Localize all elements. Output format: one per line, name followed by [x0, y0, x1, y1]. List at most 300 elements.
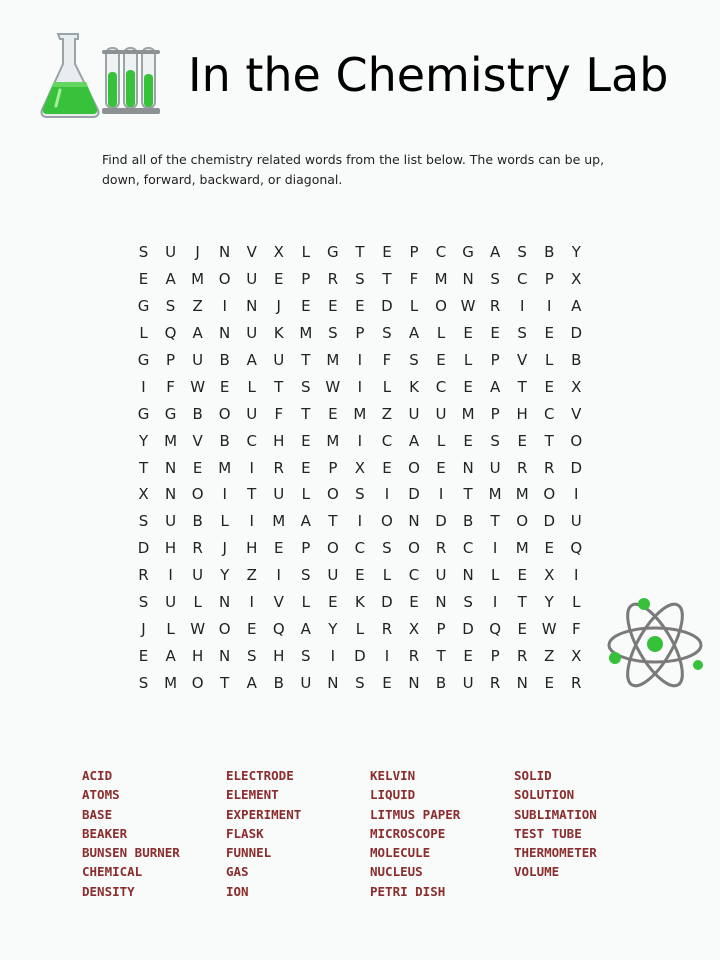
grid-letter: X [571, 270, 582, 289]
grid-letter: X [273, 243, 284, 262]
grid-letter: I [574, 566, 579, 585]
grid-letter: E [490, 324, 500, 343]
grid-letter: S [490, 431, 500, 450]
grid-letter: M [272, 512, 286, 531]
grid-letter: W [541, 619, 557, 638]
grid-letter: E [274, 270, 284, 289]
grid-letter: S [138, 243, 149, 262]
grid-row [130, 589, 590, 616]
word-list-item: BASE [82, 806, 113, 822]
word-list-item: DENSITY [82, 883, 135, 899]
word-list-item: KELVIN [370, 768, 416, 783]
grid-letter: N [219, 593, 231, 612]
grid-letter: R [327, 270, 339, 289]
word-list-item: LIQUID [370, 787, 416, 803]
grid-letter: G [137, 404, 150, 423]
grid-letter: I [249, 593, 254, 612]
grid-letter: L [409, 297, 419, 316]
grid-letter: A [571, 297, 582, 316]
grid-letter: O [218, 619, 231, 638]
grid-letter: T [436, 646, 446, 665]
grid-letter: L [382, 377, 392, 396]
grid-letter: D [354, 646, 366, 665]
grid-letter: L [220, 512, 229, 531]
grid-row [130, 642, 590, 669]
grid-letter: S [138, 673, 149, 692]
grid-letter: L [382, 566, 392, 585]
grid-letter: U [435, 566, 447, 585]
grid-letter: F [409, 270, 419, 289]
grid-letter: M [434, 270, 448, 289]
grid-letter: S [517, 324, 527, 343]
grid-letter: T [274, 377, 284, 396]
grid-letter: M [515, 485, 529, 504]
grid-letter: E [355, 297, 365, 316]
grid-letter: E [274, 539, 284, 558]
grid-letter: G [462, 243, 474, 262]
grid-letter: I [384, 646, 390, 665]
word-list-item: SUBLIMATION [514, 806, 597, 822]
grid-letter: E [301, 297, 311, 316]
grid-letter: I [141, 377, 146, 396]
grid-letter: I [357, 431, 363, 450]
grid-row [130, 266, 590, 293]
grid-letter: T [463, 485, 473, 504]
grid-letter: I [249, 458, 254, 477]
grid-letter: P [328, 458, 338, 477]
grid-letter: L [490, 566, 500, 585]
grid-letter: E [328, 593, 338, 612]
grid-row [130, 239, 590, 266]
grid-letter: H [273, 646, 285, 665]
grid-letter: U [192, 351, 204, 369]
grid-row [130, 535, 590, 562]
grid-letter: J [195, 243, 200, 262]
grid-row [130, 400, 590, 427]
grid-letter: R [489, 297, 501, 316]
grid-letter: N [516, 673, 528, 692]
grid-letter: M [191, 270, 205, 289]
grid-letter: N [164, 485, 177, 504]
grid-letter: Y [328, 619, 338, 638]
grid-letter: Y [220, 566, 230, 585]
word-list-column [82, 766, 226, 901]
grid-letter: Y [138, 431, 149, 450]
grid-letter: E [301, 431, 311, 450]
grid-letter: O [381, 512, 393, 531]
grid-letter: Q [489, 619, 502, 638]
grid-letter: C [435, 377, 447, 396]
grid-letter: T [517, 593, 527, 612]
grid-letter: A [300, 512, 311, 531]
grid-letter: M [488, 485, 502, 504]
grid-letter: C [381, 431, 393, 450]
grid-letter: E [138, 646, 149, 665]
grid-row [130, 669, 590, 696]
grid-letter: A [408, 324, 420, 343]
grid-letter: Z [381, 404, 393, 423]
grid-letter: E [463, 431, 473, 450]
grid-letter: S [301, 566, 311, 585]
grid-letter: A [246, 673, 257, 692]
grid-letter: C [354, 539, 366, 558]
grid-letter: F [166, 377, 175, 396]
grid-letter: I [222, 485, 227, 504]
grid-letter: S [301, 646, 311, 665]
grid-row [130, 320, 590, 347]
word-list-item: BUNSEN BURNER [82, 845, 180, 861]
grid-letter: M [353, 404, 367, 423]
grid-letter: U [273, 351, 285, 369]
word-list-item: TEST TUBE [514, 825, 582, 841]
grid-letter: M [218, 458, 232, 477]
word-list-item: PETRI DISH [370, 883, 446, 899]
grid-letter: V [192, 431, 203, 450]
grid-letter: R [138, 566, 149, 585]
grid-letter: S [165, 297, 176, 316]
grid-letter: V [517, 351, 528, 369]
grid-letter: X [354, 458, 366, 477]
word-list-column [514, 766, 658, 901]
grid-letter: U [273, 485, 285, 504]
grid-letter: U [570, 512, 582, 531]
grid-letter: I [519, 297, 525, 316]
grid-letter: Y [571, 243, 581, 262]
grid-letter: U [165, 512, 177, 531]
grid-letter: O [191, 485, 204, 504]
word-search-grid [130, 239, 590, 696]
grid-letter: E [463, 324, 473, 343]
grid-letter: C [462, 539, 474, 558]
grid-letter: S [382, 539, 392, 558]
grid-letter: U [192, 566, 204, 585]
grid-letter: E [544, 324, 554, 343]
grid-letter: L [301, 593, 310, 612]
grid-letter: R [516, 646, 528, 665]
grid-letter: D [570, 324, 583, 343]
grid-letter: A [165, 270, 176, 289]
grid-letter: L [436, 324, 446, 343]
grid-letter: T [544, 431, 554, 450]
grid-letter: P [490, 646, 500, 665]
grid-letter: R [192, 539, 203, 558]
grid-letter: H [516, 404, 528, 423]
grid-letter: S [138, 593, 149, 612]
grid-letter: N [462, 270, 474, 289]
grid-row [130, 454, 590, 481]
word-list-item: MICROSCOPE [370, 825, 446, 841]
grid-letter: N [408, 512, 420, 531]
grid-letter: P [166, 351, 176, 369]
grid-letter: U [246, 324, 258, 343]
grid-letter: N [408, 673, 420, 692]
grid-letter: F [274, 404, 284, 423]
grid-letter: N [164, 458, 177, 477]
grid-letter: T [382, 270, 392, 289]
instructions-text: Find all of the chemistry related words from the list below. The words can be up, down, forward, backward, or diagonal. [102, 152, 605, 187]
grid-letter: C [543, 404, 555, 423]
grid-letter: A [490, 243, 501, 262]
grid-letter: D [543, 512, 555, 531]
grid-letter: I [168, 566, 173, 585]
grid-letter: L [139, 324, 148, 343]
grid-letter: Z [544, 646, 555, 665]
grid-letter: A [246, 351, 257, 369]
grid-letter: Q [570, 539, 583, 558]
grid-letter: T [138, 458, 149, 477]
grid-letter: I [357, 351, 363, 369]
grid-letter: Q [164, 324, 177, 343]
grid-letter: D [137, 539, 150, 558]
grid-letter: C [408, 566, 420, 585]
grid-letter: E [544, 539, 554, 558]
grid-letter: E [463, 646, 473, 665]
grid-letter: R [489, 673, 501, 692]
grid-letter: E [355, 566, 365, 585]
grid-letter: E [301, 458, 311, 477]
grid-letter: F [571, 619, 581, 638]
word-list-item: VOLUME [514, 864, 560, 880]
grid-letter: Q [272, 619, 285, 638]
grid-letter: L [572, 593, 581, 612]
grid-letter: E [517, 619, 527, 638]
grid-letter: O [543, 485, 556, 504]
grid-letter: M [299, 324, 313, 343]
grid-letter: E [328, 404, 338, 423]
grid-letter: B [571, 351, 582, 369]
flask-icon [42, 34, 99, 117]
grid-letter: O [516, 512, 529, 531]
grid-letter: T [328, 512, 338, 531]
word-list-item: THERMOMETER [514, 845, 597, 861]
grid-letter: Y [544, 593, 554, 612]
word-list-item: NUCLEUS [370, 864, 423, 880]
grid-letter: P [436, 619, 446, 638]
grid-letter: X [408, 619, 420, 638]
grid-letter: N [219, 324, 231, 343]
grid-letter: O [326, 539, 339, 558]
grid-letter: M [326, 431, 340, 450]
grid-letter: H [191, 646, 204, 665]
grid-letter: I [574, 485, 579, 504]
grid-letter: G [164, 404, 177, 423]
word-list-item: FLASK [226, 825, 264, 841]
grid-letter: R [544, 458, 555, 477]
grid-row [130, 293, 590, 320]
grid-letter: G [327, 243, 339, 262]
grid-letter: D [570, 458, 583, 477]
grid-letter: E [544, 377, 554, 396]
grid-letter: W [190, 619, 206, 638]
grid-letter: A [165, 646, 176, 665]
grid-letter: B [192, 404, 203, 423]
grid-letter: E [382, 673, 392, 692]
word-list-item: GAS [226, 864, 249, 880]
grid-letter: L [301, 485, 310, 504]
grid-letter: B [192, 512, 203, 531]
grid-letter: L [193, 593, 202, 612]
word-list-item: ATOMS [82, 787, 120, 803]
grid-letter: T [301, 351, 311, 369]
grid-letter: S [517, 243, 527, 262]
grid-letter: B [544, 243, 555, 262]
grid-letter: E [436, 458, 446, 477]
grid-letter: M [461, 404, 475, 423]
grid-letter: M [515, 539, 529, 558]
word-list-item: BEAKER [82, 825, 128, 841]
grid-letter: W [460, 297, 476, 316]
grid-letter: M [164, 431, 178, 450]
grid-letter: T [355, 243, 365, 262]
grid-row [130, 481, 590, 508]
grid-letter: E [544, 673, 554, 692]
grid-letter: O [570, 431, 583, 450]
grid-letter: K [354, 593, 365, 612]
grid-row [130, 562, 590, 589]
grid-letter: B [219, 431, 230, 450]
grid-letter: N [327, 673, 339, 692]
grid-letter: S [328, 324, 338, 343]
grid-letter: M [326, 351, 340, 369]
grid-letter: W [325, 377, 341, 396]
grid-letter: J [276, 297, 281, 316]
grid-letter: L [301, 243, 310, 262]
grid-letter: V [246, 243, 257, 262]
grid-letter: I [330, 646, 336, 665]
grid-letter: X [571, 377, 582, 396]
grid-letter: U [462, 673, 474, 692]
grid-letter: N [219, 243, 231, 262]
word-list-item: ACID [82, 768, 113, 783]
grid-letter: U [300, 673, 312, 692]
grid-letter: R [516, 458, 528, 477]
grid-letter: L [545, 351, 554, 369]
grid-letter: I [438, 485, 444, 504]
grid-letter: E [219, 377, 230, 396]
word-list-column [226, 766, 370, 901]
word-list-item: FUNNEL [226, 845, 272, 861]
grid-letter: S [382, 324, 392, 343]
grid-letter: U [489, 458, 501, 477]
grid-letter: S [138, 512, 149, 531]
grid-letter: S [409, 351, 419, 369]
grid-row [130, 508, 590, 535]
grid-letter: P [544, 270, 554, 289]
grid-letter: O [191, 673, 204, 692]
grid-letter: E [517, 566, 527, 585]
grid-letter: S [301, 377, 311, 396]
grid-letter: X [544, 566, 555, 585]
grid-letter: B [219, 351, 230, 369]
word-list-item: MOLECULE [370, 845, 431, 861]
grid-letter: B [462, 512, 474, 531]
grid-letter: O [218, 404, 231, 423]
grid-row [130, 373, 590, 400]
grid-row [130, 347, 590, 374]
word-list-column [370, 766, 514, 901]
word-list-item: SOLID [514, 768, 552, 783]
grid-letter: E [382, 243, 392, 262]
grid-letter: A [192, 324, 203, 343]
grid-letter: P [301, 539, 311, 558]
grid-letter: D [408, 485, 420, 504]
grid-letter: C [435, 243, 447, 262]
grid-letter: E [138, 270, 149, 289]
word-list-item: ELEMENT [226, 787, 279, 803]
grid-letter: U [327, 566, 339, 585]
grid-letter: R [273, 458, 284, 477]
grid-letter: N [435, 593, 447, 612]
grid-letter: O [408, 539, 420, 558]
grid-letter: S [355, 673, 365, 692]
grid-letter: P [301, 270, 311, 289]
grid-letter: D [435, 512, 447, 531]
grid-letter: E [517, 431, 527, 450]
grid-letter: L [247, 377, 256, 396]
grid-letter: H [246, 539, 258, 558]
grid-letter: K [273, 324, 284, 343]
word-list-item: SOLUTION [514, 787, 575, 803]
grid-letter: O [435, 297, 447, 316]
grid-letter: T [490, 512, 500, 531]
grid-row [130, 427, 590, 454]
grid-letter: L [463, 351, 473, 369]
grid-letter: H [164, 539, 177, 558]
grid-letter: I [276, 566, 281, 585]
grid-letter: J [141, 619, 146, 638]
grid-letter: I [249, 512, 254, 531]
grid-letter: H [273, 431, 285, 450]
grid-letter: C [516, 270, 528, 289]
word-list-item: CHEMICAL [82, 864, 143, 880]
grid-letter: P [355, 324, 365, 343]
grid-letter: O [408, 458, 420, 477]
grid-letter: E [246, 619, 257, 638]
grid-letter: U [246, 404, 258, 423]
grid-letter: N [462, 458, 474, 477]
grid-letter: L [436, 431, 446, 450]
grid-letter: D [462, 619, 474, 638]
grid-letter: A [408, 431, 420, 450]
grid-letter: U [165, 593, 177, 612]
grid-letter: P [490, 351, 500, 369]
grid-letter: I [357, 377, 363, 396]
grid-letter: E [463, 377, 473, 396]
grid-letter: I [492, 593, 498, 612]
grid-row [130, 615, 590, 642]
grid-letter: E [436, 351, 446, 369]
grid-letter: P [409, 243, 419, 262]
grid-letter: Z [246, 566, 257, 585]
grid-letter: M [164, 673, 178, 692]
grid-letter: O [218, 270, 231, 289]
grid-letter: R [381, 619, 393, 638]
grid-letter: T [517, 377, 527, 396]
word-list-item: LITMUS PAPER [370, 806, 461, 822]
grid-letter: D [381, 593, 393, 612]
grid-letter: N [219, 646, 231, 665]
word-list-item: EXPERIMENT [226, 806, 302, 822]
grid-letter: U [435, 404, 447, 423]
grid-letter: I [357, 512, 363, 531]
test-tubes-icon [102, 48, 160, 114]
grid-letter: U [246, 270, 258, 289]
grid-letter: P [490, 404, 500, 423]
grid-letter: B [435, 673, 447, 692]
grid-letter: L [355, 619, 365, 638]
grid-letter: T [220, 673, 230, 692]
grid-letter: R [435, 539, 447, 558]
